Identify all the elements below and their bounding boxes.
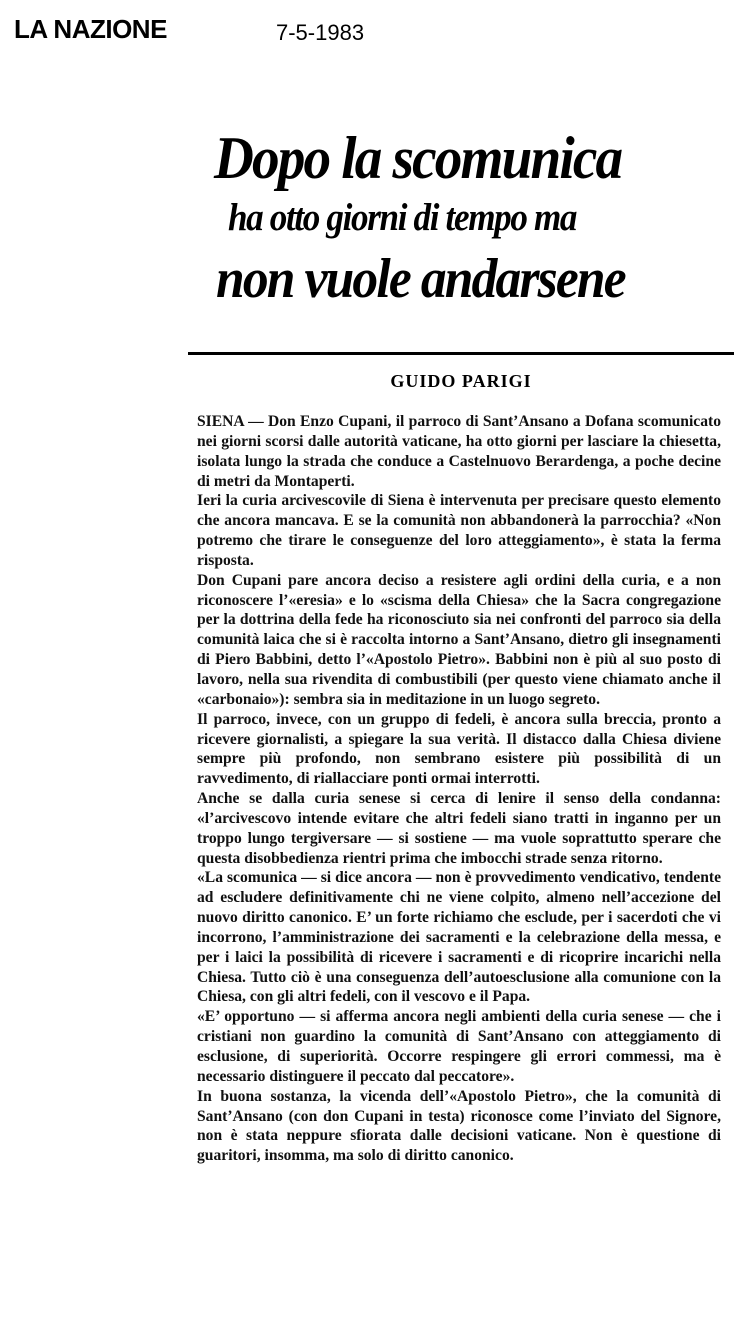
article-paragraph: SIENA — Don Enzo Cupani, il parroco di Sant’Ansano a Dofana scomunicato nei giorni scorsi dalle autorità vaticane, ha otto giorni per lasciare la chiesetta, isolata lungo la strada che conduce a Castelnuovo Berardenga, a poche decine di metri da Montaperti. bbox=[197, 413, 721, 490]
article-paragraph: «E’ opportuno — si afferma ancora negli ambienti della curia senese — che i cristiani non guardino la comunità di Sant’Ansano con atteggiamento di esclusione, di superiorità. Occorre respingere gli errori commessi, ma è necessario distinguere il peccato dal peccatore». bbox=[197, 1008, 721, 1085]
headline bbox=[188, 124, 736, 314]
headline-line-1: Dopo la scomunica bbox=[214, 125, 622, 191]
article-paragraph: Don Cupani pare ancora deciso a resistere agli ordini della curia, e a non riconoscere l’«eresia» e lo «scisma della Chiesa» che la Sacra congregazione per la dottrina della fede ha riconosciuto sia nei confronti del parroco sia della comunità laica che si è raccolta intorno a Sant’Ansano, dietro gli insegnamenti di Piero Babbini, detto l’«Apostolo Pietro». Babbini non è più al suo posto di lavoro, nella sua rivendita di combustibili (per questo viene chiamato anche il «carbonaio»): sembra sia in meditazione in un luogo segreto. bbox=[197, 571, 721, 708]
article-paragraph: «La scomunica — si dice ancora — non è provvedimento vendicativo, tendente ad escludere definitivamente chi ne viene colpito, almeno nell’accezione del nuovo diritto canonico. E’ un forte richiamo che esclude, per i sacerdoti che vi incorrono, l’amministrazione dei sacramenti e la celebrazione della messa, e per i laici la possibilità di ricevere i sacramenti e di ricoprire incarichi nella Chiesa. Tutto ciò è una conseguenza dell’autoesclusione alla comunione con la Chiesa, con gli altri fedeli, con il vescovo e il Papa. bbox=[197, 869, 721, 1006]
article-paragraph: In buona sostanza, la vicenda dell’«Apostolo Pietro», che la comunità di Sant’Ansano (con don Cupani in testa) riconosce come l’inviato del Signore, non è stata neppure sfiorata dalle decisioni vaticane. Non è questione di guaritori, insomma, ma solo di diritto canonico. bbox=[197, 1087, 721, 1165]
headline-divider bbox=[188, 352, 734, 355]
article-paragraph: Anche se dalla curia senese si cerca di lenire il senso della condanna: «l’arcivescovo intende evitare che altri fedeli siano tratti in inganno per un troppo lungo tergiversare — si sostiene — ma vuole soprattutto sperare che questa disobbedienza rientri prima che imbocchi strade senza ritorno. bbox=[197, 790, 721, 867]
headline-line-2: ha otto giorni di tempo ma bbox=[228, 196, 577, 239]
headline-line-3: non vuole andarsene bbox=[216, 248, 625, 310]
article-body bbox=[197, 412, 721, 1166]
byline: GUIDO PARIGI bbox=[390, 371, 532, 391]
article-paragraph: Ieri la curia arcivescovile di Siena è intervenuta per precisare questo elemento che ancora mancava. E se la comunità non abbandonerà la parrocchia? «Non potremo che tirare le conseguenze del loro atteggiamento», è stata la ferma risposta. bbox=[197, 492, 721, 569]
publication-date: 7-5-1983 bbox=[276, 20, 365, 45]
article-paragraph: Il parroco, invece, con un gruppo di fedeli, è ancora sulla breccia, pronto a ricevere giornalisti, a spiegare la sua verità. Il distacco dalla Chiesa diviene sempre più profondo, non sembrano esistere più possibilità di un ravvedimento, di riallacciare ponti ormai interrotti. bbox=[197, 710, 721, 788]
newspaper-name: LA NAZIONE bbox=[14, 14, 167, 44]
